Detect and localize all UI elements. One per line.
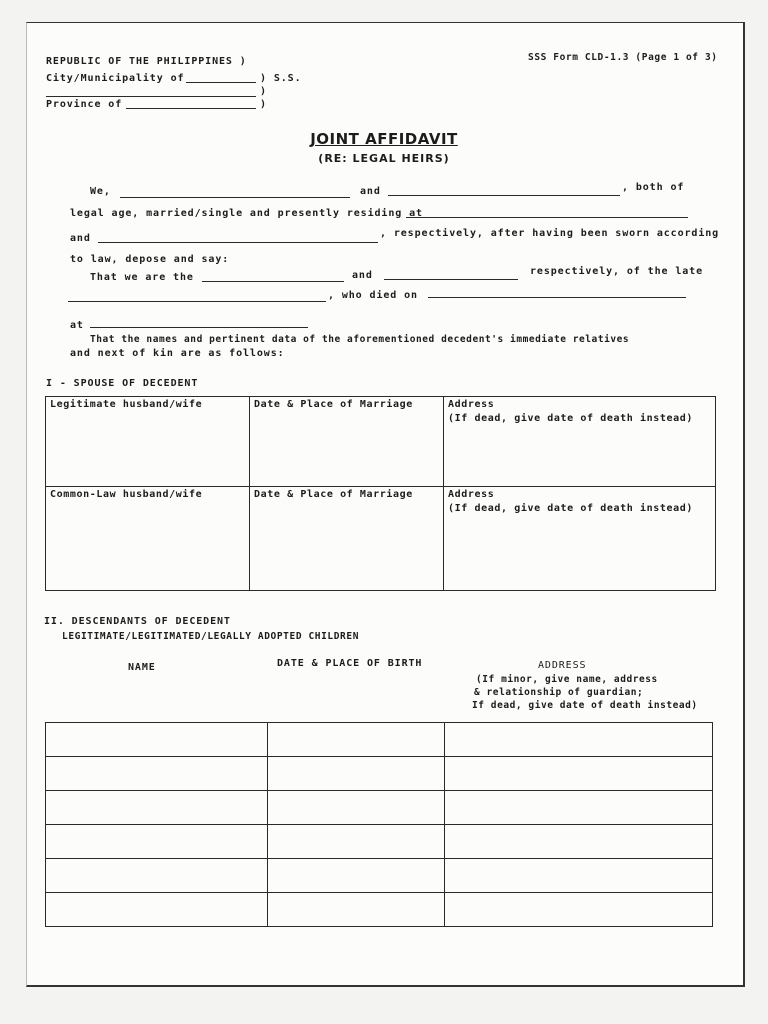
common-law-address-note: (If dead, give date of death instead)	[448, 503, 693, 514]
child-birth-cell[interactable]	[268, 893, 445, 927]
form-title-text: JOINT AFFIDAVIT	[310, 130, 458, 148]
col-address-note2: & relationship of guardian;	[474, 687, 644, 698]
child-address-cell[interactable]	[445, 757, 713, 791]
child-address-cell[interactable]	[445, 791, 713, 825]
residence1-blank	[406, 217, 688, 218]
header-rule	[46, 96, 256, 97]
table-row	[46, 859, 713, 893]
common-law-marriage-cell[interactable]: Date & Place of Marriage	[250, 487, 444, 591]
form-id: SSS Form CLD-1.3 (Page 1 of 3)	[528, 52, 718, 63]
col-name-header: NAME	[128, 662, 156, 673]
table-row	[46, 757, 713, 791]
that-we-label: That we are the	[90, 272, 194, 283]
child-birth-cell[interactable]	[268, 723, 445, 757]
place-of-death-blank	[90, 327, 308, 328]
republic-label: REPUBLIC OF THE PHILIPPINES )	[46, 56, 247, 67]
names-statement-line2: and next of kin are as follows:	[70, 348, 285, 359]
common-law-address-label: Address	[448, 489, 495, 500]
province-blank	[126, 108, 256, 109]
child-name-cell[interactable]	[46, 825, 268, 859]
child-address-cell[interactable]	[445, 893, 713, 927]
and-label-3: and	[352, 270, 373, 281]
child-address-cell[interactable]	[445, 825, 713, 859]
spouse-row-legitimate	[46, 397, 716, 487]
spouse-legitimate-cell[interactable]: Legitimate husband/wife	[46, 397, 250, 487]
table-row	[46, 791, 713, 825]
decedent-name-blank	[68, 301, 326, 302]
child-address-cell[interactable]	[445, 859, 713, 893]
spouse-table	[45, 396, 716, 591]
relationship1-blank	[202, 281, 344, 282]
names-statement-line1: That the names and pertinent data of the aforementioned decedent's immediate relatives	[90, 334, 630, 345]
spouse-address-cell[interactable]	[444, 397, 716, 487]
spouse-address-note: (If dead, give date of death instead)	[448, 413, 693, 424]
city-label: City/Municipality of	[46, 73, 185, 84]
spouse-marriage-cell[interactable]: Date & Place of Marriage	[250, 397, 444, 487]
form-subtitle: (RE: LEGAL HEIRS)	[318, 152, 450, 165]
col-birth-header: DATE & PLACE OF BIRTH	[277, 658, 423, 669]
legal-age-label: legal age, married/single and presently residing at	[70, 208, 423, 219]
city-blank	[186, 82, 256, 83]
and-label-1: and	[360, 186, 381, 197]
both-of-label: , both of	[622, 182, 685, 193]
ss-label: ) S.S.	[260, 73, 302, 84]
child-name-cell[interactable]	[46, 757, 268, 791]
affiant1-name-blank	[120, 197, 350, 198]
form-title	[0, 130, 768, 148]
child-name-cell[interactable]	[46, 791, 268, 825]
section1-heading: I - SPOUSE OF DECEDENT	[46, 378, 199, 389]
province-label: Province of	[46, 99, 123, 110]
at-label: at	[70, 320, 84, 331]
affiant2-name-blank	[388, 195, 620, 196]
section2-heading: II. DESCENDANTS OF DECEDENT	[44, 616, 231, 627]
child-birth-cell[interactable]	[268, 859, 445, 893]
spouse-row-common-law	[46, 487, 716, 591]
who-died-label: , who died on	[328, 290, 418, 301]
spouse-address-label: Address	[448, 399, 495, 410]
relationship2-blank	[384, 279, 518, 280]
respectively-late-label: respectively, of the late	[530, 266, 704, 277]
we-label: We,	[90, 186, 111, 197]
col-address-header: ADDRESS	[538, 660, 587, 671]
common-law-address-cell[interactable]	[444, 487, 716, 591]
child-birth-cell[interactable]	[268, 825, 445, 859]
respectively-label: , respectively, after having been sworn according	[380, 228, 720, 239]
date-of-death-blank	[428, 297, 686, 298]
and-label-2: and	[70, 233, 91, 244]
child-name-cell[interactable]	[46, 893, 268, 927]
col-address-note3: If dead, give date of death instead)	[472, 700, 698, 711]
header-bracket-mid: )	[260, 86, 267, 97]
common-law-spouse-cell[interactable]: Common-Law husband/wife	[46, 487, 250, 591]
child-name-cell[interactable]	[46, 723, 268, 757]
child-name-cell[interactable]	[46, 859, 268, 893]
table-row	[46, 723, 713, 757]
province-bracket: )	[260, 99, 267, 110]
children-table	[45, 722, 713, 927]
child-birth-cell[interactable]	[268, 757, 445, 791]
to-law-label: to law, depose and say:	[70, 254, 230, 265]
child-birth-cell[interactable]	[268, 791, 445, 825]
col-address-note1: (If minor, give name, address	[476, 674, 658, 685]
table-row	[46, 893, 713, 927]
table-row	[46, 825, 713, 859]
residence2-blank	[98, 242, 378, 243]
section2-subheading: LEGITIMATE/LEGITIMATED/LEGALLY ADOPTED CHILDREN	[62, 631, 360, 642]
child-address-cell[interactable]	[445, 723, 713, 757]
